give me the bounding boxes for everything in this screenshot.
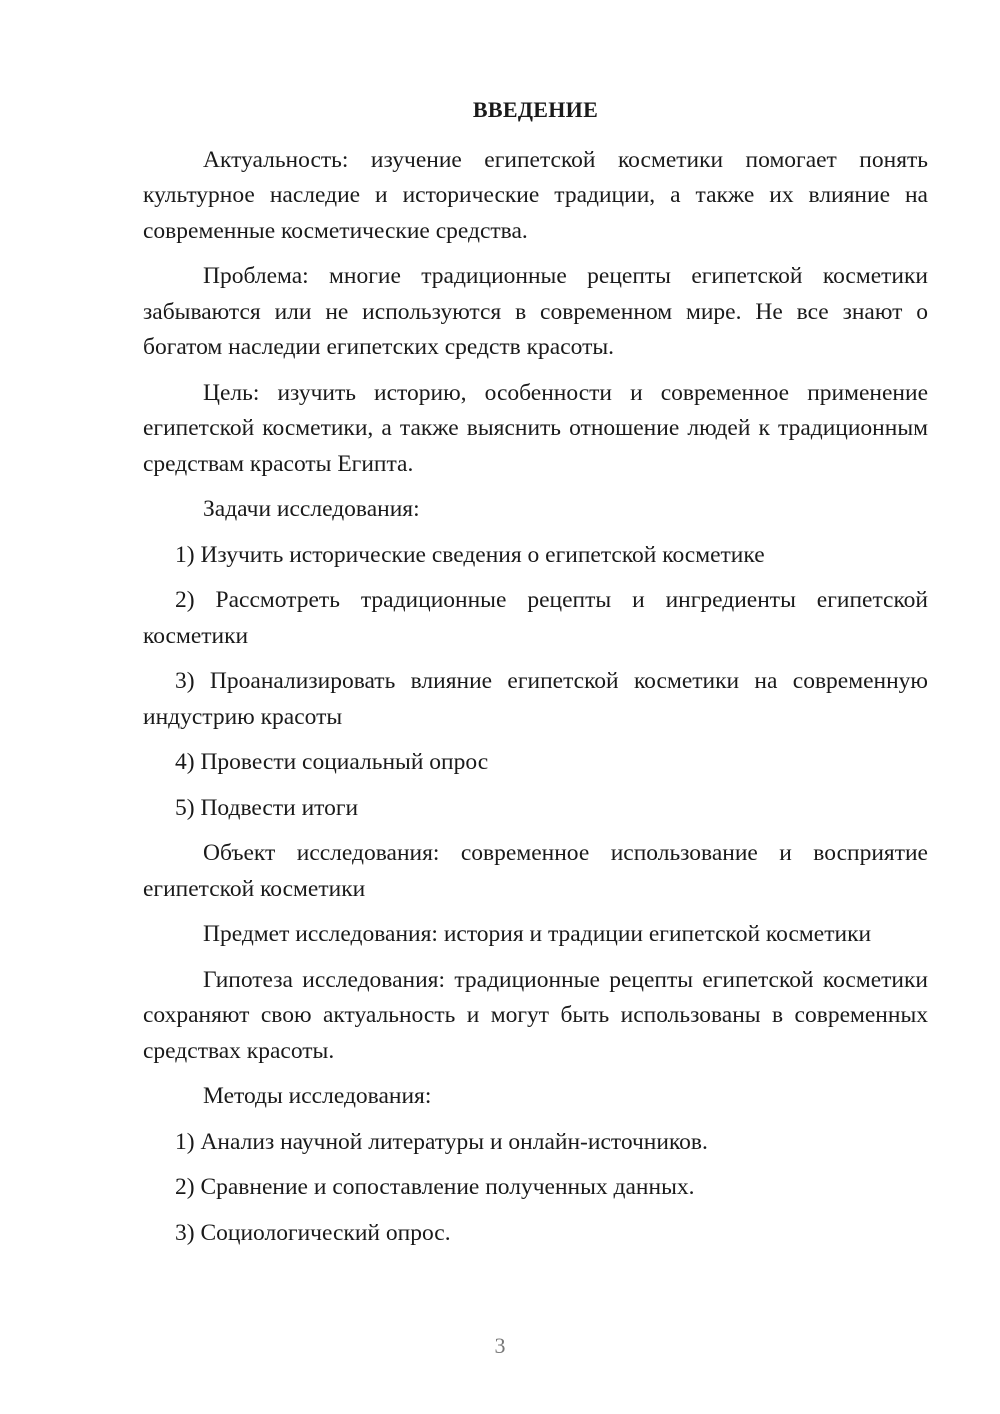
method-item: 3) Социологический опрос. — [175, 1219, 451, 1246]
method-item: 1) Анализ научной литературы и онлайн-источников. — [175, 1128, 708, 1155]
task-item: 1) Изучить исторические сведения о египетской косметике — [175, 541, 765, 568]
page-heading: ВВЕДЕНИЕ — [472, 97, 599, 122]
task-item: 3) Проанализировать влияние египетской косметики на современную индустрию красоты — [143, 668, 928, 730]
hypothesis-paragraph: Гипотеза исследования: традиционные рецепты египетской косметики сохраняют свою актуальность и могут быть использованы в современных средствах красоты. — [143, 966, 928, 1064]
task-item: 2) Рассмотреть традиционные рецепты и ингредиенты египетской косметики — [143, 587, 928, 649]
task-item: 5) Подвести итоги — [175, 794, 359, 821]
relevance-paragraph: Актуальность: изучение египетской косметики помогает понять культурное наследие и исторические традиции, а также их влияние на современные косметические средства. — [143, 146, 928, 244]
subject-paragraph: Предмет исследования: история и традиции египетской косметики — [203, 921, 872, 947]
document-page — [143, 92, 928, 1261]
task-item: 4) Провести социальный опрос — [175, 749, 489, 775]
method-item: 2) Сравнение и сопоставление полученных данных. — [175, 1174, 695, 1200]
page-number: 3 — [494, 1333, 506, 1358]
tasks-title: Задачи исследования: — [203, 496, 420, 522]
problem-paragraph: Проблема: многие традиционные рецепты египетской косметики забываются или не используются в современном мире. Не все знают о богатом наследии египетских средств красоты. — [143, 263, 928, 360]
methods-title: Методы исследования: — [203, 1083, 432, 1109]
object-paragraph: Объект исследования: современное использование и восприятие египетской косметики — [143, 840, 928, 902]
goal-paragraph: Цель: изучить историю, особенности и современное применение египетской косметики, а также выяснить отношение людей к традиционным средствам красоты Египта. — [143, 379, 928, 477]
